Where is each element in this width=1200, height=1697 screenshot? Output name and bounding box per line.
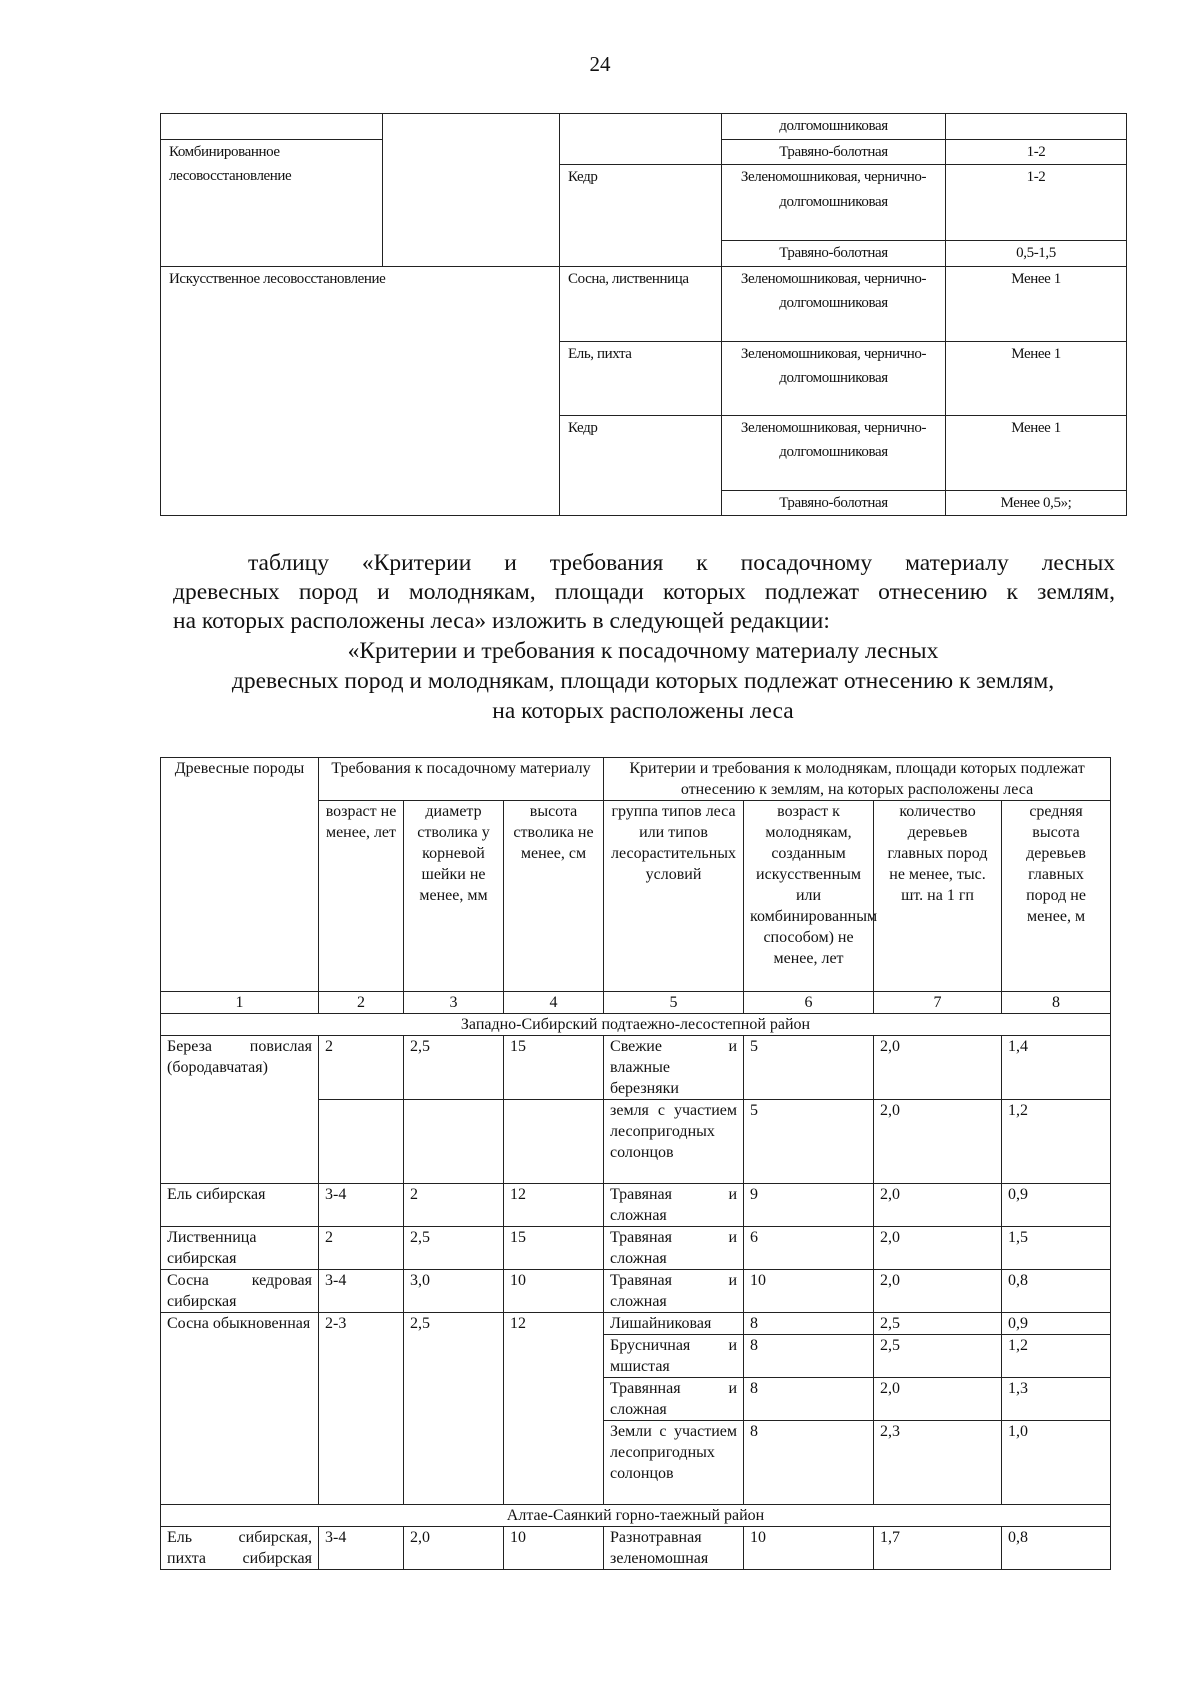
height-cell: 15 (504, 1227, 604, 1270)
age-cell: 2 (319, 1036, 404, 1100)
value-cell: 1-2 (946, 139, 1127, 165)
diameter-cell: 2,5 (404, 1036, 504, 1100)
count-cell: 2,0 (874, 1270, 1002, 1313)
forest-type-cell: земля с участием лесопригодных солонцов (604, 1100, 744, 1184)
species-cell: Кедр (560, 165, 722, 267)
species-cell: Сосна обыкновенная (161, 1313, 319, 1505)
forest-type-cell: Травяно-болотная (722, 241, 946, 267)
height-cell: 15 (504, 1036, 604, 1100)
top-table-cell (560, 114, 722, 165)
avg-height-cell: 1,2 (1002, 1100, 1111, 1184)
diameter-cell: 2,5 (404, 1227, 504, 1270)
value-cell (946, 114, 1127, 140)
age-cell (319, 1100, 404, 1184)
forest-type-cell: Травяная и сложная (604, 1270, 744, 1313)
column-number: 5 (604, 992, 744, 1014)
value-cell: Менее 1 (946, 341, 1127, 415)
header-height: высота стволика не менее, см (504, 801, 604, 992)
species-cell: Лиственница сибирская (161, 1227, 319, 1270)
column-number: 6 (744, 992, 874, 1014)
young-age-cell: 5 (744, 1100, 874, 1184)
species-cell: Кедр (560, 415, 722, 516)
avg-height-cell: 1,5 (1002, 1227, 1111, 1270)
age-cell: 2-3 (319, 1313, 404, 1505)
diameter-cell: 2 (404, 1184, 504, 1227)
diameter-cell: 2,5 (404, 1313, 504, 1505)
forest-type-cell: Зеленомошниковая, чернично-долгомошниковая (722, 266, 946, 341)
count-cell: 2,0 (874, 1378, 1002, 1421)
forest-type-cell: Свежие и влажные березняки (604, 1036, 744, 1100)
column-number: 3 (404, 992, 504, 1014)
forest-type-cell: Зеленомошниковая, чернично-долгомошниковая (722, 165, 946, 241)
top-table (160, 113, 1127, 516)
table-title (160, 636, 1126, 726)
height-cell: 12 (504, 1313, 604, 1505)
avg-height-cell: 0,8 (1002, 1527, 1111, 1570)
species-cell: Сосна кедровая сибирская (161, 1270, 319, 1313)
criteria-table (160, 757, 1111, 1570)
count-cell: 2,0 (874, 1036, 1002, 1100)
value-cell: Менее 1 (946, 415, 1127, 490)
young-age-cell: 8 (744, 1421, 874, 1505)
young-age-cell: 10 (744, 1527, 874, 1570)
body-paragraph (173, 549, 1115, 636)
forest-type-cell: Разнотравная зеленомошная (604, 1527, 744, 1570)
count-cell: 2,3 (874, 1421, 1002, 1505)
top-table-cell (161, 114, 383, 140)
young-age-cell: 6 (744, 1227, 874, 1270)
species-cell: Ель, пихта (560, 341, 722, 415)
region-row: Западно-Сибирский подтаежно-лесостепной район (161, 1014, 1111, 1036)
count-cell: 2,0 (874, 1227, 1002, 1270)
diameter-cell: 3,0 (404, 1270, 504, 1313)
age-cell: 3-4 (319, 1527, 404, 1570)
age-cell: 3-4 (319, 1270, 404, 1313)
young-age-cell: 8 (744, 1335, 874, 1378)
species-cell: Береза повислая (бородавчатая) (161, 1036, 319, 1184)
region-row: Алтае-Саянкий горно-таежный район (161, 1505, 1111, 1527)
forest-type-cell: Земли с участием лесопригодных солонцов (604, 1421, 744, 1505)
young-age-cell: 5 (744, 1036, 874, 1100)
forest-type-cell: Зеленомошниковая, чернично-долгомошниковая (722, 341, 946, 415)
young-age-cell: 9 (744, 1184, 874, 1227)
forest-type-cell: Лишайниковая (604, 1313, 744, 1335)
height-cell: 12 (504, 1184, 604, 1227)
header-young: Критерии и требования к молоднякам, площади которых подлежат отнесению к землям, на которых расположены леса (604, 758, 1111, 801)
diameter-cell (404, 1100, 504, 1184)
forest-type-cell: Травяная и сложная (604, 1184, 744, 1227)
value-cell: 0,5-1,5 (946, 241, 1127, 267)
count-cell: 2,5 (874, 1313, 1002, 1335)
forest-type-cell: Зеленомошниковая, чернично-долгомошниковая (722, 415, 946, 490)
diameter-cell: 2,0 (404, 1527, 504, 1570)
count-cell: 2,0 (874, 1184, 1002, 1227)
avg-height-cell: 1,0 (1002, 1421, 1111, 1505)
title-line: на которых расположены леса (492, 698, 794, 724)
avg-height-cell: 1,4 (1002, 1036, 1111, 1100)
forest-type-cell: долгомошниковая (722, 114, 946, 140)
body-line: таблицу «Критерии и требования к посадочному материалу лесных (248, 550, 1115, 576)
height-cell: 10 (504, 1527, 604, 1570)
column-number: 2 (319, 992, 404, 1014)
count-cell: 2,0 (874, 1100, 1002, 1184)
age-cell: 2 (319, 1227, 404, 1270)
avg-height-cell: 1,3 (1002, 1378, 1111, 1421)
avg-height-cell: 0,8 (1002, 1270, 1111, 1313)
species-cell: Ель сибирская (161, 1184, 319, 1227)
column-number: 1 (161, 992, 319, 1014)
avg-height-cell: 0,9 (1002, 1313, 1111, 1335)
young-age-cell: 8 (744, 1313, 874, 1335)
height-cell (504, 1100, 604, 1184)
forest-type-cell: Травяно-болотная (722, 490, 946, 516)
column-number: 7 (874, 992, 1002, 1014)
value-cell: Менее 0,5»; (946, 490, 1127, 516)
count-cell: 2,5 (874, 1335, 1002, 1378)
header-tree-count: количество деревьев главных пород не менее, тыс. шт. на 1 гп (874, 801, 1002, 992)
species-cell: Ель сибирская, пихта сибирская (161, 1527, 319, 1570)
column-number: 4 (504, 992, 604, 1014)
header-avg-height: средняя высота деревьев главных пород не менее, м (1002, 801, 1111, 992)
young-age-cell: 10 (744, 1270, 874, 1313)
body-line: на которых расположены леса» изложить в следующей редакции: (173, 608, 830, 634)
avg-height-cell: 0,9 (1002, 1184, 1111, 1227)
method-cell: Искусственное лесовосстановление (161, 266, 560, 516)
method-cell: Комбинированное лесовосстановление (161, 139, 383, 266)
forest-type-cell: Брусничная и мшистая (604, 1335, 744, 1378)
age-cell: 3-4 (319, 1184, 404, 1227)
header-forest-type: группа типов леса или типов лесорастительных условий (604, 801, 744, 992)
header-young-age: возраст к молоднякам, созданным искусственным или комбинированным способом) не менее, лет (744, 801, 874, 992)
header-age: возраст не менее, лет (319, 801, 404, 992)
header-diameter: диаметр стволика у корневой шейки не менее, мм (404, 801, 504, 992)
top-table-cell (383, 114, 560, 267)
forest-type-cell: Травяно-болотная (722, 139, 946, 165)
column-number: 8 (1002, 992, 1111, 1014)
title-line: «Критерии и требования к посадочному материалу лесных (347, 638, 939, 664)
value-cell: Менее 1 (946, 266, 1127, 341)
forest-type-cell: Травянная и сложная (604, 1378, 744, 1421)
body-line: древесных пород и молоднякам, площади которых подлежат отнесению к землям, (173, 579, 1115, 605)
species-cell: Сосна, лиственница (560, 266, 722, 341)
page-number: 24 (589, 52, 611, 76)
header-planting: Требования к посадочному материалу (319, 758, 604, 801)
title-line: древесных пород и молоднякам, площади которых подлежат отнесению к землям, (231, 668, 1055, 694)
header-species: Древесные породы (161, 758, 319, 992)
forest-type-cell: Травяная и сложная (604, 1227, 744, 1270)
count-cell: 1,7 (874, 1527, 1002, 1570)
height-cell: 10 (504, 1270, 604, 1313)
young-age-cell: 8 (744, 1378, 874, 1421)
value-cell: 1-2 (946, 165, 1127, 241)
avg-height-cell: 1,2 (1002, 1335, 1111, 1378)
